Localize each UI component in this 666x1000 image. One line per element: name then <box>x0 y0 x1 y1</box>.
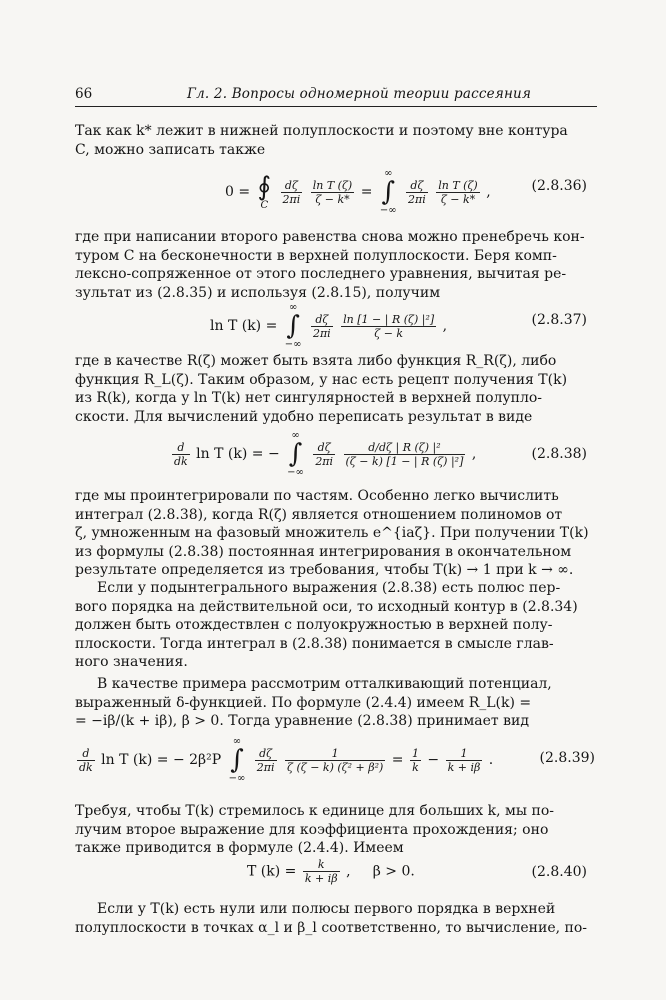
integral: ∞ ∫ −∞ <box>228 736 246 784</box>
integral: ∞ ∫ −∞ <box>284 302 302 350</box>
text-line: В качестве примера рассмотрим отталкивающий потенциал, <box>97 676 552 692</box>
eq-punct: , <box>471 446 477 462</box>
paragraph-5 <box>75 579 595 672</box>
fraction: $\frac{d\zeta}{2\pi i}$ <box>408 178 426 206</box>
eq-condition: , β > 0. <box>346 863 415 880</box>
eq-lhs: 0 = <box>225 184 251 200</box>
eq-punct: , <box>486 184 491 200</box>
paragraph-8 <box>75 900 595 937</box>
text-line: из R(k), когда у ln T(k) нет сингулярностей в верхней полупло- <box>75 390 543 406</box>
equation-2-8-38 <box>75 428 595 490</box>
running-header <box>75 84 597 107</box>
text-line: лучим второе выражение для коэффициента прохождения; оно <box>75 821 549 838</box>
contour-label: C <box>260 199 269 211</box>
equation-number: (2.8.38) <box>531 446 587 462</box>
text-line: туром C на бесконечности в верхней полуплоскости. Беря комп- <box>75 247 557 264</box>
text-line: из формулы (2.8.38) постоянная интегрирования в окончательном <box>75 543 572 560</box>
equals-sign: = <box>360 184 373 200</box>
integral: ∞ ∫ −∞ <box>379 168 397 216</box>
integral: ∞ ∫ −∞ <box>287 430 304 478</box>
eq-lhs: T (k) = <box>247 863 297 880</box>
fraction: $\frac{\text{d/dζ | R (ζ) |²}}{\text{(ζ − k) [1 − | R (ζ) |²]}}$ <box>345 440 464 468</box>
equation-number: (2.8.36) <box>531 178 587 194</box>
text-line: плоскости. Тогда интеграл в (2.8.38) понимается в смысле глав- <box>75 635 554 652</box>
text-line: ζ, умноженным на фазовый множитель e^{iaζ}. При получении T(k) <box>75 525 589 541</box>
eq-lhs: ln T (k) = − <box>196 446 280 462</box>
eq-punct: , <box>442 318 448 334</box>
paragraph-1 <box>75 122 595 159</box>
text-line: вого порядка на действительной оси, то исходный контур в (2.8.34) <box>75 598 578 615</box>
page-number: 66 <box>75 86 93 102</box>
fraction: $\frac{d\zeta}{2\pi i}$ <box>256 746 275 774</box>
text-line: где мы проинтегрировали по частям. Особенно легко вычислить <box>75 488 559 504</box>
paragraph-3 <box>75 352 595 426</box>
contour-integral: ∮ C <box>257 171 272 211</box>
text-line: должен быть отождествлен с полуокружностью в верхней полу- <box>75 617 553 633</box>
equation-2-8-37 <box>75 296 595 356</box>
text-line: зультат из (2.8.35) и используя (2.8.15), получим <box>75 284 441 301</box>
running-head-title: Гл. 2. Вопросы одномерной теории рассеяния <box>187 86 532 102</box>
equals-sign: = <box>391 752 404 768</box>
fraction: $\frac{k}{k + i\beta}$ <box>304 858 338 885</box>
fraction: $\frac{\text{ln T (ζ)}}{\zeta - k*}$ <box>312 178 353 206</box>
text-line: результате определяется из требования, чтобы T(k) → 1 при k → ∞. <box>75 562 574 578</box>
fraction: $\frac{\text{ln [1 − | R (ζ) |²]}}{\zeta - k}$ <box>343 312 435 340</box>
eq-punct: . <box>488 752 494 768</box>
equation-number: (2.8.40) <box>531 864 587 880</box>
fraction: $\frac{d}{dk}$ <box>174 440 188 468</box>
paragraph-6 <box>75 675 595 731</box>
text-line: также приводится в формуле (2.4.4). Имеем <box>75 840 404 856</box>
fraction: $\frac{1}{\text{ζ (ζ − k) (ζ² + β²)}}$ <box>286 746 384 774</box>
equation-number: (2.8.37) <box>531 312 587 328</box>
text-line: лексно-сопряженное от этого последнего уравнения, вычитая ре- <box>75 266 567 282</box>
fraction: $\frac{d}{dk}$ <box>79 746 93 774</box>
fraction: $\frac{d\zeta}{2\pi i}$ <box>315 440 334 468</box>
paragraph-2 <box>75 228 595 302</box>
eq-lhs: ln T (k) = <box>210 318 278 334</box>
text-line: полуплоскости в точках α_l и β_l соответственно, то вычисление, по- <box>75 919 588 936</box>
text-line: Если у T(k) есть нули или полюсы первого порядка в верхней <box>97 901 556 917</box>
text-line: интеграл (2.8.38), когда R(ζ) является отношением полиномов от <box>75 506 563 523</box>
equation-number: (2.8.39) <box>539 750 595 766</box>
text-line: Требуя, чтобы T(k) стремилось к единице для больших k, мы по- <box>75 803 554 819</box>
equation-2-8-39 <box>75 732 595 794</box>
minus-sign: − <box>427 752 440 768</box>
paragraph-4 <box>75 487 595 580</box>
equation-2-8-36 <box>75 160 595 226</box>
fraction: $\frac{\text{ln T (ζ)}}{\zeta - k*}$ <box>438 178 478 206</box>
paragraph-7 <box>75 802 595 858</box>
fraction: $\frac{d\zeta}{2\pi i}$ <box>312 312 331 340</box>
text-line: = −iβ/(k + iβ), β > 0. Тогда уравнение (2.8.38) принимает вид <box>75 713 529 729</box>
text-line: ного значения. <box>75 654 188 670</box>
fraction: $\frac{1}{k}$ <box>411 746 419 774</box>
fraction: $\frac{d\zeta}{2\pi i}$ <box>282 178 301 206</box>
eq-lhs: ln T (k) = − 2β²P <box>101 752 222 768</box>
text-line: где при написании второго равенства снова можно пренебречь кон- <box>75 229 585 245</box>
text-line: Так как k* лежит в нижней полуплоскости и поэтому вне контура <box>75 123 568 139</box>
text-line: выраженный δ-функцией. По формуле (2.4.4) имеем R_L(k) = <box>75 694 532 711</box>
fraction: $\frac{1}{k + i\beta}$ <box>447 746 481 774</box>
text-line: Если у подынтегрального выражения (2.8.38) есть полюс пер- <box>97 580 561 596</box>
text-line: где в качестве R(ζ) может быть взята либо функция R_R(ζ), либо <box>75 353 557 369</box>
text-line: C, можно записать также <box>75 141 266 158</box>
text-line: функция R_L(ζ). Таким образом, у нас есть рецепт получения T(k) <box>75 371 568 388</box>
equation-2-8-40 <box>75 858 595 894</box>
text-line: скости. Для вычислений удобно переписать результат в виде <box>75 408 533 425</box>
